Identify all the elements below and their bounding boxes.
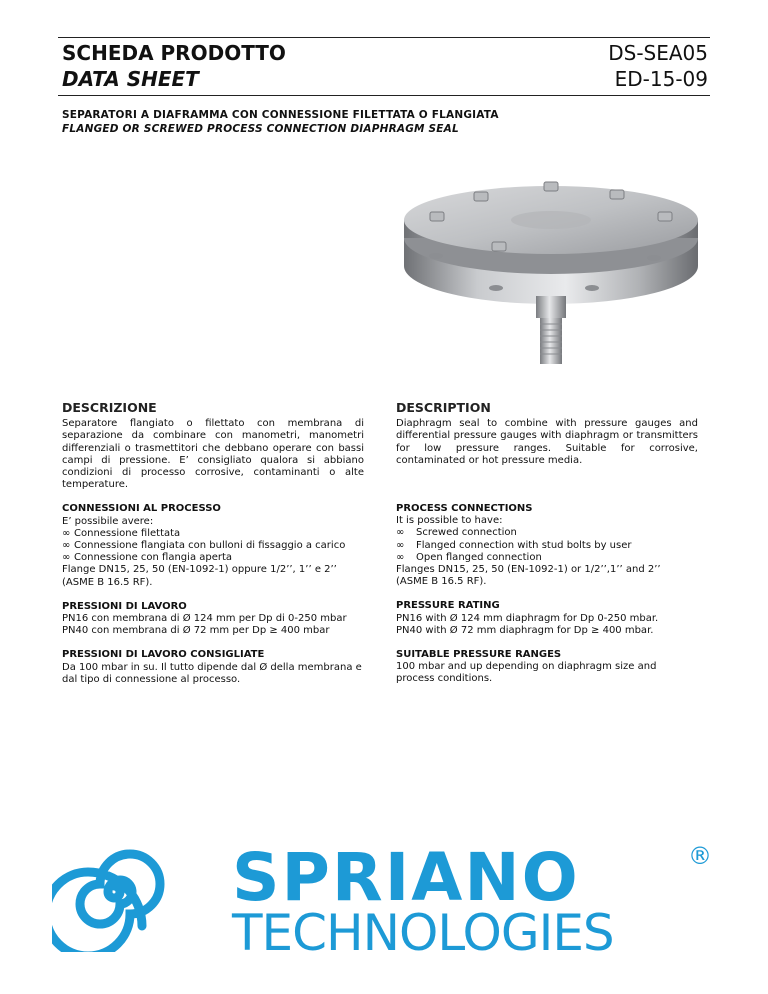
spiral-logo-icon (52, 854, 160, 952)
list-item: ∞ Connessione filettata (62, 527, 181, 539)
pressure-rating-heading-en: PRESSURE RATING (396, 600, 500, 612)
spriano-technologies-logo (52, 832, 712, 952)
suggested-pressure-heading-it: PRESSIONI DI LAVORO CONSIGLIATE (62, 649, 265, 661)
document-code-block (608, 40, 708, 92)
document-type-heading (62, 40, 286, 92)
doc-edition: ED-15-09 (614, 67, 708, 91)
description-text-it: Separatore flangiato o filettato con membrana di separazione da combinare con manometri, manometri differenziali o trasmettitori che debbano operare con bassi campi di pressione. E’ consigliato qualora si abbiano condizioni di processo corrosive, contaminanti o alte temperature. (62, 418, 364, 491)
bullet-icon: ∞ (62, 540, 71, 552)
list-item: ∞ Screwed connection (396, 527, 517, 539)
process-connections-it (62, 503, 364, 588)
flange-standard-en: (ASME B 16.5 RF). (396, 576, 487, 588)
list-item: ∞ Connessione con flangia aperta (62, 552, 233, 564)
process-connections-heading-en: PROCESS CONNECTIONS (396, 503, 533, 515)
suggested-pressure-it (62, 649, 364, 686)
description-heading-en: DESCRIPTION (396, 400, 491, 415)
pressure-pn40-en: PN40 with Ø 72 mm diaphragm for Dp ≥ 400 mbar. (396, 624, 654, 636)
list-item: ∞ Connessione flangiata con bulloni di fissaggio a carico (62, 540, 346, 552)
pressure-pn40-it: PN40 con membrana di Ø 72 mm per Dp ≥ 400 mbar (62, 625, 330, 637)
bullet-icon: ∞ (396, 527, 405, 539)
process-connections-heading-it: CONNESSIONI AL PROCESSO (62, 503, 221, 515)
bullet-icon: ∞ (62, 527, 71, 539)
title-italian: SCHEDA PRODOTTO (62, 41, 286, 65)
working-pressure-heading-it: PRESSIONI DI LAVORO (62, 600, 187, 612)
brand-name: SPRIANO (232, 839, 580, 916)
registered-mark: ® (688, 842, 712, 870)
pressure-pn16-it: PN16 con membrana di Ø 124 mm per Dp di 0-250 mbar (62, 613, 347, 625)
suitable-pressure-text-en: 100 mbar and up depending on diaphragm size and process conditions. (396, 661, 657, 685)
subtitle-italian: SEPARATORI A DIAFRAMMA CON CONNESSIONE FILETTATA O FLANGIATA (62, 109, 499, 121)
description-heading-it: DESCRIZIONE (62, 400, 157, 415)
english-column (396, 402, 698, 686)
working-pressure-it (62, 601, 364, 638)
suggested-pressure-text-it: Da 100 mbar in su. Il tutto dipende dal Ø della membrana e dal tipo di connessione al processo. (62, 661, 362, 685)
header-bottom-rule (58, 95, 710, 96)
doc-code: DS-SEA05 (608, 41, 708, 65)
brand-tagline: TECHNOLOGIES (232, 904, 614, 952)
process-connections-intro-en: It is possible to have: (396, 515, 503, 527)
diaphragm-seal-product-image (396, 168, 706, 378)
italian-column (62, 402, 364, 686)
flange-sizes-en: Flanges DN15, 25, 50 (EN-1092-1) or 1/2’’,1’’ and 2’’ (396, 564, 661, 576)
suitable-pressure-heading-en: SUITABLE PRESSURE RANGES (396, 649, 562, 661)
process-connections-intro-it: E’ possibile avere: (62, 515, 154, 527)
description-text-en: Diaphragm seal to combine with pressure gauges and differential pressure gauges with diaphragm or transmitters for low pressure ranges. Suitable for corrosive, contaminated or hot pressure media. (396, 418, 698, 466)
subtitle-english: FLANGED OR SCREWED PROCESS CONNECTION DIAPHRAGM SEAL (62, 123, 459, 135)
pressure-pn16-en: PN16 with Ø 124 mm diaphragm for Dp 0-250 mbar. (396, 612, 659, 624)
bullet-icon: ∞ (396, 551, 405, 563)
process-connections-en (396, 503, 698, 588)
title-english: DATA SHEET (62, 67, 199, 91)
suitable-pressure-en (396, 649, 698, 686)
flange-sizes-it: Flange DN15, 25, 50 (EN-1092-1) oppure 1/2’’, 1’’ e 2’’ (62, 564, 337, 576)
flange-standard-it: (ASME B 16.5 RF). (62, 576, 153, 588)
bullet-icon: ∞ (62, 552, 71, 564)
top-rule (58, 37, 710, 38)
bullet-icon: ∞ (396, 539, 405, 551)
list-item: ∞ Flanged connection with stud bolts by user (396, 539, 632, 551)
list-item: ∞ Open flanged connection (396, 551, 542, 563)
pressure-rating-en (396, 600, 698, 637)
